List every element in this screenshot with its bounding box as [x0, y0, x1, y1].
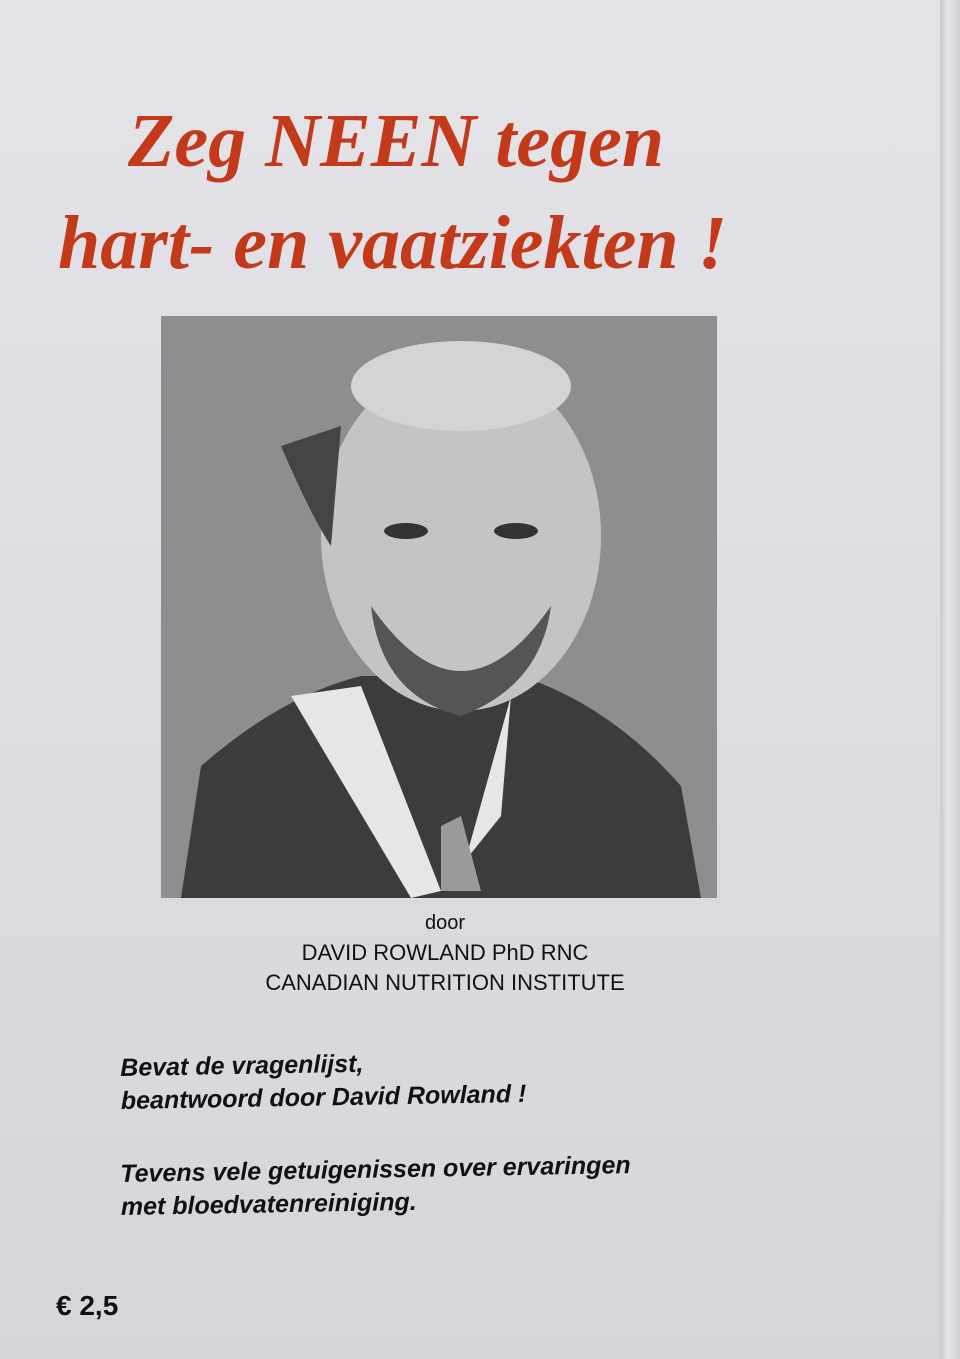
blurb-line: beantwoord door David Rowland ! [120, 1079, 527, 1115]
blurb-questionnaire [120, 1045, 527, 1118]
price-label: € 2,5 [56, 1290, 119, 1321]
institute-name: CANADIAN NUTRITION INSTITUTE [265, 970, 625, 995]
blurb-line: Tevens vele getuigenissen over ervaringen [120, 1151, 631, 1188]
blurb-line: Bevat de vragenlijst, [120, 1049, 364, 1082]
author-portrait-photo [161, 316, 717, 898]
blurb-testimonials [120, 1149, 631, 1224]
author-name: DAVID ROWLAND PhD RNC [301, 940, 589, 965]
cover-title-line1: Zeg NEEN tegen [128, 99, 665, 183]
cover-title-line2: hart- en vaatziekten ! [58, 201, 728, 285]
byline-prefix: door [424, 912, 466, 934]
page-edge [940, 0, 960, 1359]
blurb-line: met bloedvatenreiniging. [120, 1187, 417, 1221]
